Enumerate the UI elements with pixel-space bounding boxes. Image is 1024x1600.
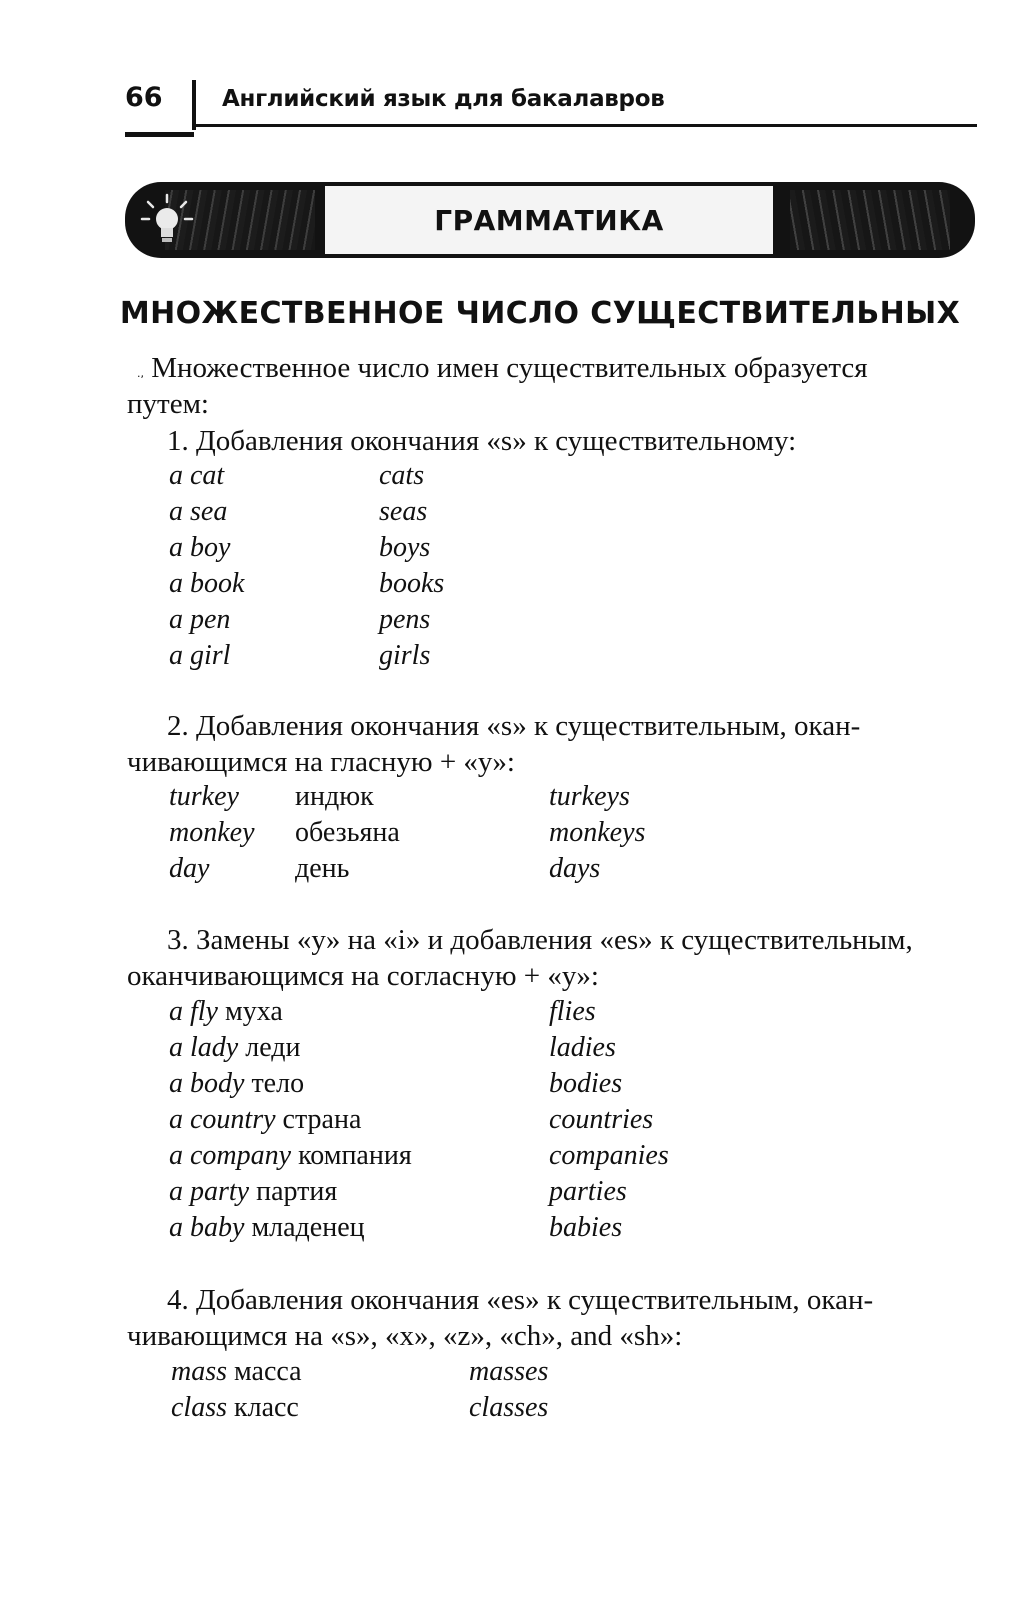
intro-mark: .,: [137, 367, 144, 380]
section-banner: [125, 182, 975, 258]
rule2-translation-0: индюк: [295, 781, 374, 812]
rule3-translation-6: младенец: [251, 1212, 365, 1243]
rule3-word-3: a country: [169, 1104, 276, 1135]
rule2-plural-0: turkeys: [549, 781, 630, 812]
rule3-plural-1: ladies: [549, 1032, 616, 1063]
rule2-plural-1: monkeys: [549, 817, 646, 848]
rule3-word-5: a party: [169, 1176, 250, 1207]
rule2-title-line-2: чивающимся на гласную + «y»:: [127, 746, 515, 778]
rule3-row-1: [169, 1030, 300, 1066]
rule4-title-line-1: 4. Добавления окончания «es» к существительным, окан-: [167, 1284, 874, 1316]
header-rule: [195, 124, 977, 127]
rule3-row-6: [169, 1210, 365, 1246]
intro-line-2: путем:: [127, 388, 209, 420]
rule2-word-2: day: [169, 853, 210, 884]
rule3-translation-5: партия: [256, 1176, 338, 1207]
rule1-plural-0: cats: [379, 460, 425, 491]
rule2-word-1: monkey: [169, 817, 255, 848]
page-header: [125, 72, 977, 137]
rule1-title: 1. Добавления окончания «s» к существительному:: [167, 425, 797, 457]
rule3-plural-5: parties: [549, 1176, 627, 1207]
rule1-plural-5: girls: [379, 640, 431, 671]
rule3-title-line-1: 3. Замены «y» на «i» и добавления «es» к существительным,: [167, 924, 913, 956]
rule3-word-2: a body: [169, 1068, 245, 1099]
rule2-translation-1: обезьяна: [295, 817, 400, 848]
rule3-plural-0: flies: [549, 996, 596, 1027]
banner-title: ГРАММАТИКА: [434, 203, 664, 237]
rule3-plural-3: countries: [549, 1104, 654, 1135]
rule4-row-0: [171, 1354, 302, 1390]
banner-texture-right: [790, 190, 950, 250]
rule3-row-4: [169, 1138, 412, 1174]
rule3-translation-1: леди: [245, 1032, 301, 1063]
rule3-word-0: a fly: [169, 996, 218, 1027]
section-heading: МНОЖЕСТВЕННОЕ ЧИСЛО СУЩЕСТВИТЕЛЬНЫХ: [119, 296, 961, 331]
rule1-plural-3: books: [379, 568, 445, 599]
rule4-plural-1: classes: [469, 1392, 549, 1423]
rule4-title-line-2: чивающимся на «s», «x», «z», «ch», and «sh»:: [127, 1320, 683, 1352]
rule3-translation-2: тело: [251, 1068, 305, 1099]
rule3-word-6: a baby: [169, 1212, 245, 1243]
rule4-word-1: class: [171, 1392, 227, 1423]
rule1-plural-1: seas: [379, 496, 428, 527]
rule3-plural-6: babies: [549, 1212, 623, 1243]
rule3-row-2: [169, 1066, 304, 1102]
header-rule-accent: [125, 132, 194, 137]
rule1-singular-2: a boy: [169, 532, 231, 563]
rule3-row-5: [169, 1174, 337, 1210]
rule1-singular-5: a girl: [169, 640, 231, 671]
rule1-singular-1: a sea: [169, 496, 228, 527]
rule2-title-line-1: 2. Добавления окончания «s» к существительным, окан-: [167, 710, 861, 742]
rule3-row-3: [169, 1102, 361, 1138]
rule3-word-4: a company: [169, 1140, 292, 1171]
intro-text-1: Множественное число имен существительных образуется: [151, 352, 868, 384]
rule2-plural-2: days: [549, 853, 601, 884]
rule2-word-0: turkey: [169, 781, 239, 812]
rule1-plural-4: pens: [379, 604, 431, 635]
header-divider: [192, 80, 196, 130]
rule1-singular-4: a pen: [169, 604, 231, 635]
rule3-word-1: a lady: [169, 1032, 239, 1063]
banner-title-plate: [325, 186, 773, 254]
rule4-translation-0: масса: [234, 1356, 302, 1387]
rule4-translation-1: класс: [234, 1392, 299, 1423]
rule3-translation-4: компания: [298, 1140, 412, 1171]
page-number: 66: [125, 82, 163, 113]
rule3-row-0: [169, 994, 283, 1030]
rule3-title-line-2: оканчивающимся на согласную + «y»:: [127, 960, 599, 992]
rule3-plural-2: bodies: [549, 1068, 623, 1099]
rule3-translation-0: муха: [225, 996, 283, 1027]
rule3-plural-4: companies: [549, 1140, 669, 1171]
rule2-translation-2: день: [295, 853, 350, 884]
rule1-singular-3: a book: [169, 568, 245, 599]
rule4-word-0: mass: [171, 1356, 228, 1387]
lightbulb-icon: [139, 192, 195, 248]
rule1-singular-0: a cat: [169, 460, 225, 491]
rule4-plural-0: masses: [469, 1356, 549, 1387]
rule1-plural-2: boys: [379, 532, 431, 563]
book-title: Английский язык для бакалавров: [222, 86, 665, 112]
rule4-row-1: [171, 1390, 299, 1426]
intro-line-1: [137, 350, 868, 392]
rule3-translation-3: страна: [282, 1104, 362, 1135]
